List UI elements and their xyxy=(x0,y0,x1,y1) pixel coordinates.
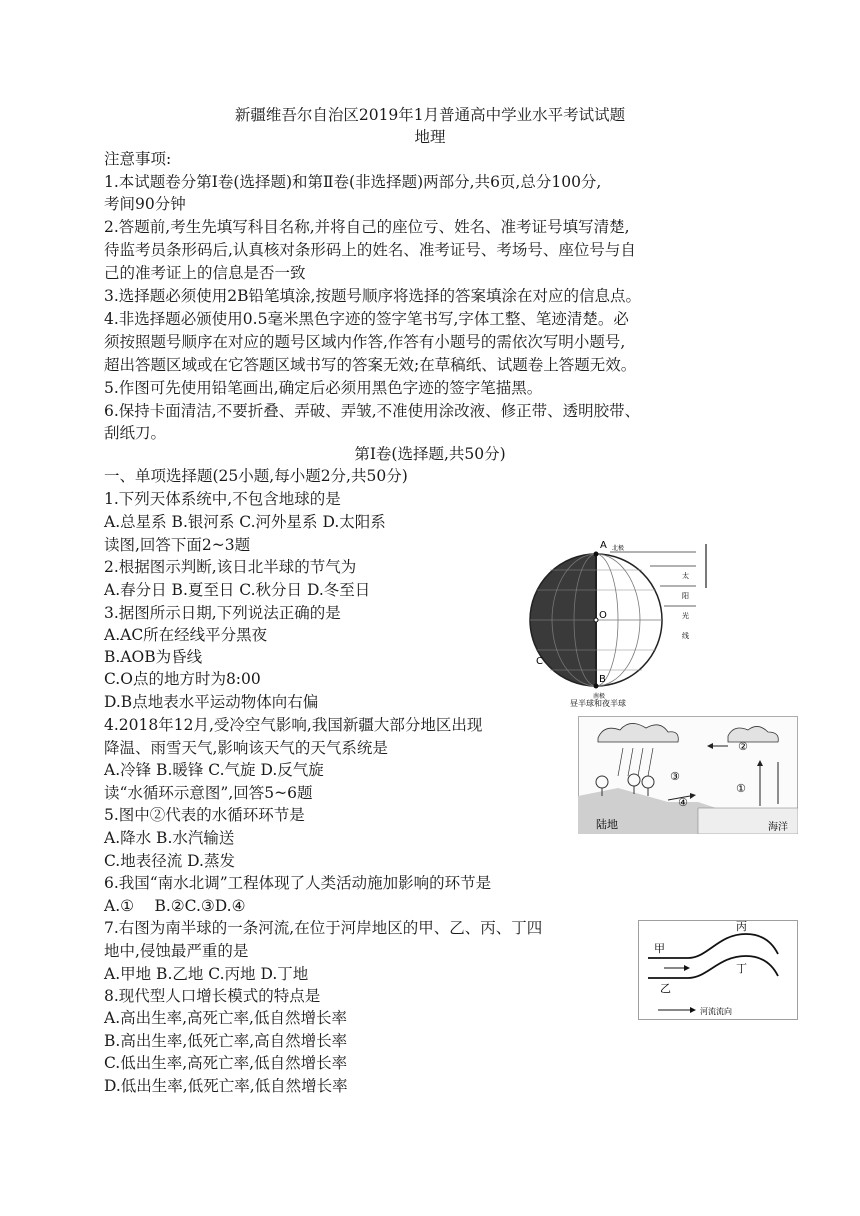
question-line: D.B点地表水平运动物体向右偏 xyxy=(104,693,319,711)
label-4: ④ xyxy=(678,796,688,809)
sun-label: 光 xyxy=(682,612,689,620)
label-2: ② xyxy=(738,740,748,753)
question-line: A.① B.②C.③D.④ xyxy=(104,897,246,915)
question-line: 7.右图为南半球的一条河流,在位于河岸地区的甲、乙、丙、丁四 xyxy=(104,919,543,937)
label-b: B xyxy=(599,674,606,685)
question-line: 读图,回答下面2~3题 xyxy=(104,536,251,554)
question-line: A.冷锋 B.暖锋 C.气旋 D.反气旋 xyxy=(104,761,324,779)
notice-line: 须按照题号顺序在对应的题号区域内作答,作答有小题号的需依次写明小题号, xyxy=(104,333,626,351)
question-line: B.高出生率,低死亡率,高自然增长率 xyxy=(104,1032,348,1050)
sun-label: 线 xyxy=(682,632,689,640)
sun-label: 太 xyxy=(682,572,689,580)
question-line: 8.现代型人口增长模式的特点是 xyxy=(104,987,321,1005)
subject-title: 地理 xyxy=(414,128,446,146)
section-title: 第Ⅰ卷(选择题,共50分) xyxy=(354,445,506,463)
label-a: A xyxy=(600,540,607,551)
river-figure xyxy=(638,920,798,1020)
question-line: A.高出生率,高死亡率,低自然增长率 xyxy=(104,1009,347,1027)
question-line: C.O点的地方时为8:00 xyxy=(104,670,261,688)
question-line: A.春分日 B.夏至日 C.秋分日 D.冬至日 xyxy=(104,581,371,599)
notice-line: 6.保持卡面清洁,不要折叠、弄破、弄皱,不准使用涂改液、修正带、透明胶带、 xyxy=(104,402,641,420)
notice-heading: 注意事项: xyxy=(104,150,172,168)
question-line: 4.2018年12月,受冷空气影响,我国新疆大部分地区出现 xyxy=(104,716,483,734)
question-line: 降温、雨雪天气,影响该天气的天气系统是 xyxy=(104,739,388,757)
question-line: C.低出生率,高死亡率,低自然增长率 xyxy=(104,1054,348,1072)
question-line: D.低出生率,低死亡率,低自然增长率 xyxy=(104,1077,348,1095)
label-c: C xyxy=(536,656,543,667)
label-bing: 丙 xyxy=(736,920,747,933)
question-line: B.AOB为昏线 xyxy=(104,648,203,666)
globe-caption: 昼半球和夜半球 xyxy=(570,699,626,708)
notice-line: 5.作图可先使用铅笔画出,确定后必须用黑色字迹的签字笔描黑。 xyxy=(104,379,543,397)
label-1: ① xyxy=(736,782,746,795)
question-line: 2.根据图示判断,该日北半球的节气为 xyxy=(104,558,357,576)
notice-line: 4.非选择题必颁使用0.5毫米黑色字迹的签字笔书写,字体工整、笔迹清楚。必 xyxy=(104,310,629,328)
sun-label: 阳 xyxy=(682,592,689,600)
notice-line: 考间90分钟 xyxy=(104,195,186,213)
question-line: 地中,侵蚀最严重的是 xyxy=(104,942,249,960)
question-line: 3.据图所示日期,下列说法正确的是 xyxy=(104,604,341,622)
exam-title: 新疆维吾尔自治区2019年1月普通高中学业水平考试试题 xyxy=(234,106,626,124)
label-jia: 甲 xyxy=(654,942,665,955)
label-yi: 乙 xyxy=(660,982,671,995)
label-south: 南极 xyxy=(593,693,606,700)
question-line: A.甲地 B.乙地 C.丙地 D.丁地 xyxy=(104,965,309,983)
question-line: C.地表径流 D.蒸发 xyxy=(104,852,235,870)
section-subtitle: 一、单项选择题(25小题,每小题2分,共50分) xyxy=(104,467,408,485)
notice-line: 超出答题区域或在它答题区域书写的答案无效;在草稿纸、试题卷上答题无效。 xyxy=(104,356,637,374)
ocean-label: 海洋 xyxy=(768,822,788,833)
notice-line: 2.答题前,考生先填写科目名称,并将自己的座位亏、姓名、准考证号填写清楚, xyxy=(104,218,630,236)
question-line: A.总星系 B.银河系 C.河外星系 D.太阳系 xyxy=(104,513,386,531)
question-line: A.降水 B.水汽输送 xyxy=(104,829,235,847)
land-label: 陆地 xyxy=(596,818,618,831)
notice-line: 3.选择题必须使用2B铅笔填涂,按题号顺序将选择的答案填涂在对应的信息点。 xyxy=(104,287,641,305)
notice-line: 1.本试题卷分第Ⅰ卷(选择题)和第Ⅱ卷(非选择题)两部分,共6页,总分100分, xyxy=(104,173,602,191)
river-legend: 河流流向 xyxy=(700,1007,732,1016)
label-o: O xyxy=(599,610,607,621)
notice-line: 待监考员条形码后,认真核对条形码上的姓名、准考证号、考场号、座位号与自 xyxy=(104,241,636,259)
globe-figure xyxy=(500,530,720,710)
question-line: 5.图中②代表的水循环环节是 xyxy=(104,806,305,824)
label-3: ③ xyxy=(670,770,680,783)
question-line: 6.我国“南水北调”工程体现了人类活动施加影响的环节是 xyxy=(104,874,492,892)
label-north: 北极 xyxy=(612,545,625,552)
water-cycle-figure xyxy=(578,716,798,834)
label-ding: 丁 xyxy=(736,962,747,975)
question-line: 1.下列天体系统中,不包含地球的是 xyxy=(104,490,341,508)
question-line: A.AC所在经线平分黑夜 xyxy=(104,626,268,644)
question-line: 读“水循环示意图”,回答5~6题 xyxy=(104,784,313,802)
notice-line: 刮纸刀。 xyxy=(104,424,167,442)
notice-line: 己的准考证上的信息是否一致 xyxy=(104,264,306,282)
